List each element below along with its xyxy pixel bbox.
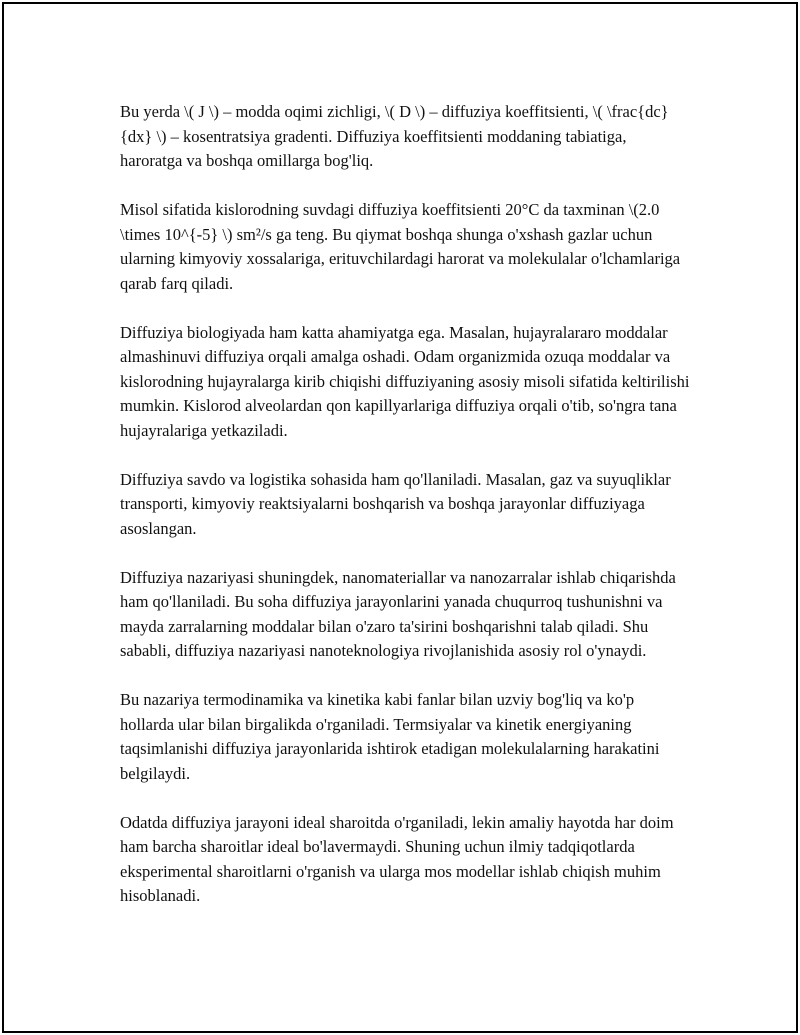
- paragraph-logistics: Diffuziya savdo va logistika sohasida ham qo'llaniladi. Masalan, gaz va suyuqliklar transporti, kimyoviy reaktsiyalarni boshqarish va boshqa jarayonlar diffuziyaga asoslangan.: [120, 469, 671, 538]
- paragraph-nanomaterials: Diffuziya nazariyasi shuningdek, nanomateriallar va nanozarralar ishlab chiqarishda ham qo'llaniladi. Bu soha diffuziya jarayonlarini yanada chuqurroq tushunishni va mayda zarralarning moddalar bilan o'zaro ta'sirini boshqarishni talab qiladi. Shu sababli, diffuziya nazariyasi nanoteknologiya rivojlanishida asosiy rol o'ynaydi.: [120, 567, 676, 660]
- page-frame: [2, 2, 798, 1033]
- document-body: [120, 100, 692, 933]
- paragraph-ideal-conditions: Odatda diffuziya jarayoni ideal sharoitda o'rganiladi, lekin amaliy hayotda har doim ham barcha sharoitlar ideal bo'lavermaydi. Shuning uchun ilmiy tadqiqotlarda eksperimental sharoitlarni o'rganish va ularga mos modellar ishlab chiqish muhim hisoblanadi.: [120, 812, 674, 905]
- paragraph-biology: Diffuziya biologiyada ham katta ahamiyatga ega. Masalan, hujayralararo moddalar almashinuvi diffuziya orqali amalga oshadi. Odam organizmida ozuqa moddalar va kislorodning hujayralarga kirib chiqishi diffuziyaning asosiy misoli sifatida keltirilishi mumkin. Kislorod alveolardan qon kapillyarlariga diffuziya orqali o'tib, so'ngra tana hujayralariga yetkaziladi.: [120, 322, 690, 440]
- paragraph-diffusion-law-terms: Bu yerda \( J \) – modda oqimi zichligi, \( D \) – diffuziya koeffitsienti, \( \frac{dc}{dx} \) – kosentratsiya gradenti. Diffuziya koeffitsienti moddaning tabiatiga, haroratga va boshqa omillarga bog'liq.: [120, 102, 669, 170]
- paragraph-oxygen-example: Misol sifatida kislorodning suvdagi diffuziya koeffitsienti 20°C da taxminan \(2.0 \times 10^{-5} \) sm²/s ga teng. Bu qiymat boshqa shunga o'xshash gazlar uchun ularning kimyoviy xossalariga, erituvchilardagi harorat va molekulalar o'lchamlariga qarab farq qiladi.: [120, 200, 681, 293]
- paragraph-thermodynamics: Bu nazariya termodinamika va kinetika kabi fanlar bilan uzviy bog'liq va ko'p hollarda ular bilan birgalikda o'rganiladi. Termsiyalar va kinetik energiyaning taqsimlanishi diffuziya jarayonlarida ishtirok etadigan molekulalarning harakatini belgilaydi.: [120, 690, 660, 783]
